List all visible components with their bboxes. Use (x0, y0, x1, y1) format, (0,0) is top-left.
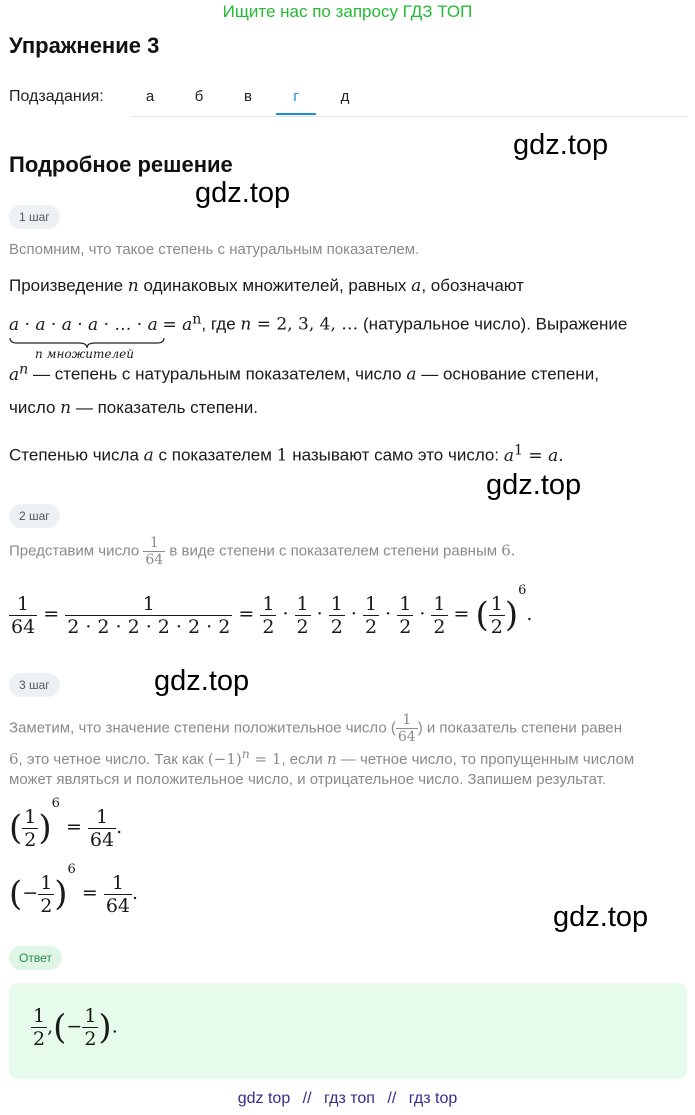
watermark: gdz.top (553, 901, 649, 933)
text: — показатель степени. (75, 398, 258, 417)
watermark: gdz.top (486, 469, 582, 501)
fraction: $\frac{1}{2}$ (33, 1005, 46, 1050)
fraction: $\frac{1}{2 \cdot 2 \cdot 2 \cdot 2 \cdot 2 \cdot 2}$ (67, 592, 231, 638)
text: Произведение (9, 276, 124, 295)
tab-a[interactable]: а (145, 88, 155, 105)
fraction: $\frac{1}{2}$ (24, 805, 37, 851)
fraction: $\frac{1}{2}$ (84, 1005, 97, 1050)
step1-intro: Вспомним, что такое степень с натуральным показателем. (9, 241, 420, 258)
step2-intro (9, 535, 516, 568)
step-badge: 1 шаг (9, 205, 60, 229)
paren: ) (38, 808, 52, 848)
text: и показатель степени равен (426, 719, 623, 737)
watermark: gdz.top (154, 665, 250, 697)
math: = $a^n$ (162, 311, 202, 335)
brace-label: n множителей (35, 346, 134, 361)
fraction: $\frac{1}{2}$ (490, 592, 503, 638)
math-a: a (143, 445, 154, 466)
step3-line-2 (9, 746, 634, 768)
footer-link[interactable]: гдз top (408, 1090, 458, 1107)
math-one: 1 (276, 445, 288, 466)
fraction: $\frac{1}{64}$ (89, 805, 115, 851)
text: называют само это число: (292, 445, 500, 465)
math: 6 (9, 750, 19, 768)
text: Заметим, что значение степени положительное число (9, 719, 387, 737)
text: — четное число, то пропущенным числом (340, 751, 635, 768)
text: — основание степени, (421, 364, 599, 384)
watermark: gdz.top (195, 177, 291, 209)
math-n: n (326, 750, 337, 768)
step3-line-1: Заметим, что значение степени положительное число ( $\frac{1}{64}$ ) и показатель степени равен (9, 712, 623, 745)
math-a: a (411, 276, 422, 296)
text: в виде степени с показателем степени равным (169, 542, 498, 560)
text: Представим число (9, 542, 140, 560)
text: с показателем (158, 445, 272, 465)
fraction: $\frac{1}{2}$ (364, 592, 378, 638)
math-a: a (406, 364, 417, 385)
tab-d[interactable]: д (340, 88, 350, 105)
tab-g[interactable]: г (293, 88, 299, 105)
math-n: n (60, 398, 72, 418)
tab-b[interactable]: б (194, 88, 204, 105)
paren: ) (504, 595, 519, 635)
product-expression: a · a · a · a · … · a n множителей (9, 315, 158, 335)
footer-separator: // (387, 1090, 397, 1107)
fraction: $\frac{1}{2}$ (433, 592, 446, 638)
text: , где (201, 314, 236, 334)
footer-links (0, 1090, 695, 1108)
text: , обозначают (421, 276, 524, 295)
page-title: Упражнение 3 (9, 33, 160, 58)
fraction: $\frac{1}{2}$ (40, 871, 53, 917)
step1-paragraph-5 (9, 442, 564, 466)
fraction: $\frac{1}{2}$ (296, 592, 309, 638)
fraction: $\frac{1}{64}$ (397, 712, 416, 745)
fraction: $\frac{1}{2}$ (399, 592, 412, 638)
math: $a^n$ (9, 361, 29, 385)
paren: ) (54, 874, 68, 914)
text: , это четное число. Так как (18, 751, 204, 768)
text: (натуральное число). Выражение (363, 314, 628, 334)
footer-separator: // (302, 1090, 312, 1107)
fraction: $\frac{1}{64}$ (11, 592, 36, 638)
text: Степенью числа (9, 445, 139, 465)
fraction: $\frac{1}{2}$ (330, 592, 343, 638)
paren: ( (9, 808, 23, 848)
search-banner: Ищите нас по запросу ГДЗ ТОП (222, 2, 473, 21)
math: n = 2, 3, 4, … (240, 314, 359, 335)
step1-paragraph-1 (9, 276, 524, 296)
math: $(-1)^n = 1$ (207, 746, 282, 768)
math: $a^1 = a$. (503, 442, 564, 466)
fraction: $\frac{1}{2}$ (262, 592, 275, 638)
step-badge: 3 шаг (9, 673, 60, 697)
footer-link[interactable]: гдз топ (324, 1090, 375, 1107)
watermark: gdz.top (513, 129, 609, 161)
answer-value: $\frac{1}{2}$ ,(− $\frac{1}{2}$ ). (33, 1005, 118, 1050)
text: число (9, 398, 56, 417)
step-badge: 2 шаг (9, 504, 60, 528)
text: одинаковых множителей, равных (143, 276, 407, 295)
step3-line-3: может являться и положительное число, и отрицательное число. Запишем результат. (9, 771, 607, 788)
step1-paragraph-4 (9, 398, 258, 418)
step2-equation: $\frac{1}{64}$ = $\frac{1}{2 \cdot 2 \cdot 2 \cdot 2 \cdot 2 \cdot 2}$ = $\frac{1}{2}$ · $\frac{1}{2}$ · $\frac{1}{2}$ · $\frac{1}{2}$ · $\frac{1}{2}$ · $\frac{1}{2}$ = ( $\frac{1}{2}$ )$^6$. (11, 583, 533, 638)
text: , если (281, 751, 323, 768)
paren: ) (98, 1007, 112, 1048)
paren: ( (9, 874, 23, 914)
paren: ( (475, 595, 489, 635)
fraction: $\frac{1}{64}$ (105, 871, 131, 917)
math: 6. (501, 541, 516, 560)
step1-paragraph-3 (9, 361, 599, 385)
subtask-tabs (130, 84, 688, 117)
answer-badge: Ответ (9, 946, 62, 970)
math-n: n (127, 276, 139, 296)
footer-link[interactable]: gdz top (237, 1090, 291, 1107)
solution-title: Подробное решение (9, 152, 233, 177)
step1-paragraph-2 (9, 311, 628, 361)
fraction: $\frac{1}{64}$ (145, 535, 164, 568)
result-equation-2: (− $\frac{1}{2}$ )$^6$ = $\frac{1}{64}$ . (9, 862, 139, 917)
answer-box (9, 983, 687, 1079)
result-equation-1: ( $\frac{1}{2}$ )$^6$ = $\frac{1}{64}$ . (9, 796, 123, 851)
text: — степень с натуральным показателем, число (33, 364, 402, 384)
paren: ( (53, 1007, 67, 1048)
tab-v[interactable]: в (244, 88, 252, 105)
subtasks-label: Подзадания: (9, 88, 104, 105)
active-tab-indicator (276, 113, 316, 115)
